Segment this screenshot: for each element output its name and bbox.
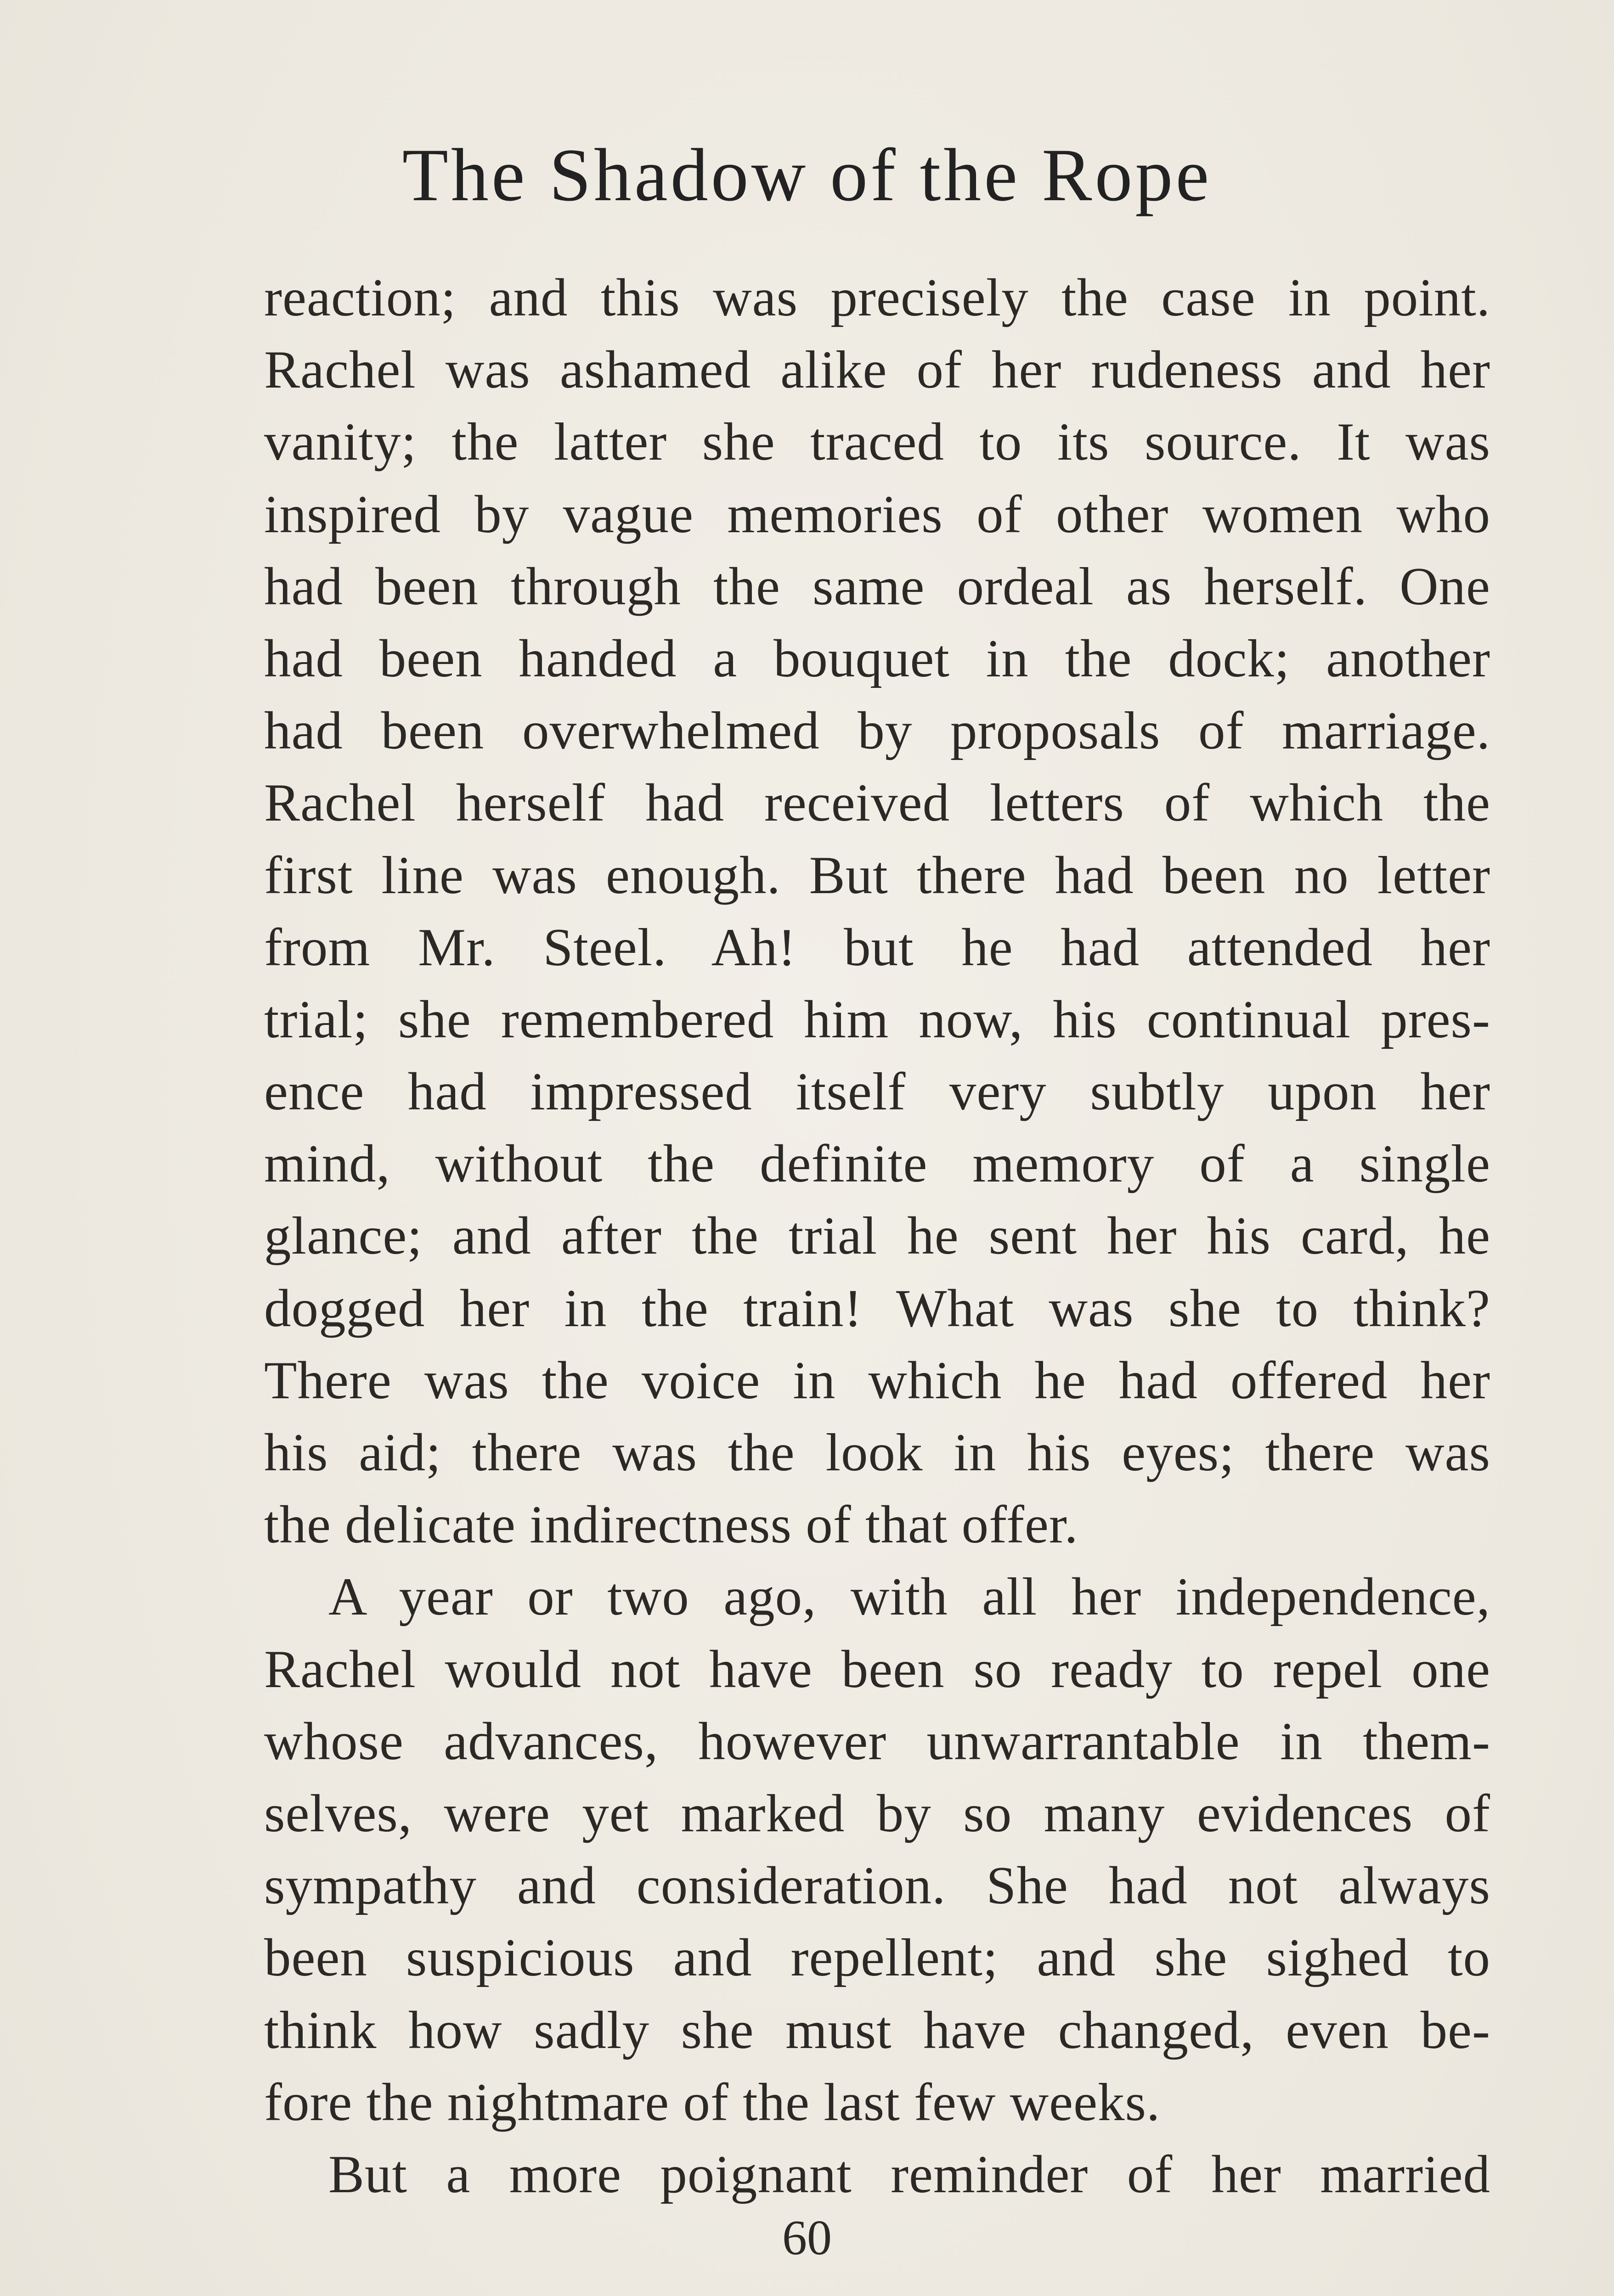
text-line: inspired by vague memories of other women who bbox=[264, 484, 1490, 544]
text-line: been suspicious and repellent; and she sighed to bbox=[264, 1928, 1490, 1988]
paragraph-start-line: A year or two ago, with all her independence, bbox=[328, 1567, 1490, 1627]
page-number: 60 bbox=[782, 2211, 832, 2265]
text-line: whose advances, however unwarrantable in them- bbox=[264, 1711, 1490, 1771]
text-line: reaction; and this was precisely the case in point. bbox=[264, 268, 1490, 327]
text-line: had been through the same ordeal as herself. One bbox=[264, 557, 1490, 616]
text-line: first line was enough. But there had been no letter bbox=[264, 845, 1490, 905]
text-line: from Mr. Steel. Ah! but he had attended her bbox=[264, 917, 1490, 977]
text-line: sympathy and consideration. She had not always bbox=[264, 1856, 1490, 1916]
text-line: mind, without the definite memory of a single bbox=[264, 1134, 1490, 1194]
body-text bbox=[264, 262, 1490, 2211]
text-line: selves, were yet marked by so many evidences of bbox=[264, 1784, 1490, 1843]
text-line: his aid; there was the look in his eyes; there was bbox=[264, 1423, 1490, 1482]
running-head: The Shadow of the Rope bbox=[402, 134, 1212, 217]
text-line: vanity; the latter she traced to its source. It was bbox=[264, 412, 1490, 472]
text-line: There was the voice in which he had offered her bbox=[264, 1351, 1490, 1410]
text-line: Rachel was ashamed alike of her rudeness and her bbox=[264, 340, 1490, 400]
text-line: think how sadly she must have changed, even be- bbox=[264, 2000, 1490, 2060]
text-line: had been overwhelmed by proposals of marriage. bbox=[264, 701, 1490, 761]
text-line: Rachel herself had received letters of which the bbox=[264, 773, 1490, 833]
text-line: Rachel would not have been so ready to repel one bbox=[264, 1639, 1490, 1699]
paragraph-start-line: But a more poignant reminder of her married bbox=[328, 2144, 1490, 2204]
text-line: ence had impressed itself very subtly upon her bbox=[264, 1062, 1490, 1122]
text-line: had been handed a bouquet in the dock; another bbox=[264, 629, 1490, 688]
text-line: glance; and after the trial he sent her his card, he bbox=[264, 1206, 1490, 1266]
paragraph-end-line: the delicate indirectness of that offer. bbox=[264, 1495, 1078, 1555]
text-line: trial; she remembered him now, his continual pres- bbox=[264, 990, 1490, 1049]
text-line: dogged her in the train! What was she to think? bbox=[264, 1278, 1490, 1338]
paragraph-end-line: fore the nightmare of the last few weeks. bbox=[264, 2072, 1161, 2132]
